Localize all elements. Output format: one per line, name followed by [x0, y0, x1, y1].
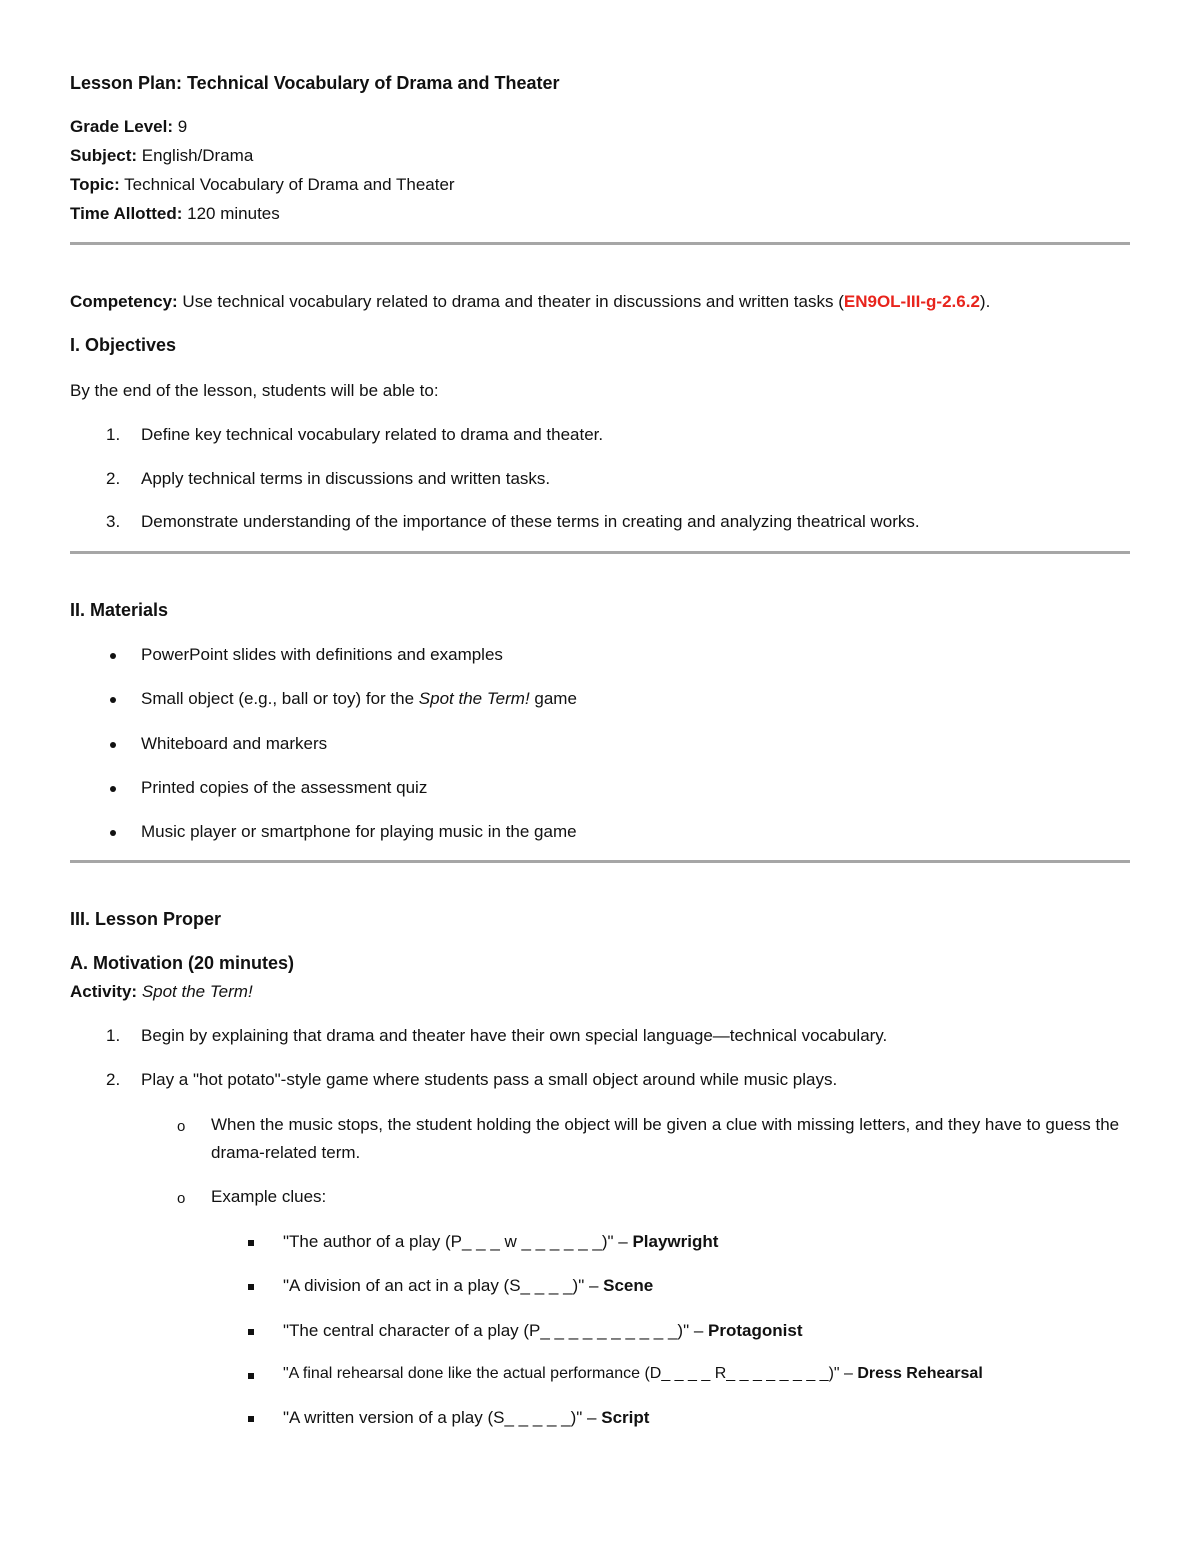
list-number: 1. — [106, 425, 121, 444]
bullet-icon — [110, 697, 116, 703]
motivation-heading: A. Motivation (20 minutes) — [70, 953, 295, 973]
bullet-icon — [110, 742, 116, 748]
list-number: 2. — [106, 469, 121, 488]
materials-heading: II. Materials — [70, 600, 169, 620]
clue-item: "A division of an act in a play (S_ _ _ _)" – Scene — [283, 1276, 654, 1295]
step-item: Play a "hot potato"-style game where students pass a small object around while music plays. — [141, 1070, 838, 1089]
list-number: 2. — [106, 1070, 121, 1089]
divider — [70, 242, 1130, 245]
bullet-icon — [110, 830, 116, 836]
clue-item: "The author of a play (P_ _ _ w _ _ _ _ _ _)" – Playwright — [283, 1232, 719, 1251]
meta-grade: Grade Level: 9 — [70, 117, 188, 136]
objective-item: Apply technical terms in discussions and written tasks. — [141, 469, 551, 488]
square-bullet-icon — [248, 1240, 254, 1246]
competency-code: EN9OL-III-g-2.6.2 — [843, 292, 980, 311]
circle-bullet-icon: o — [177, 1118, 186, 1135]
square-bullet-icon — [248, 1373, 254, 1379]
objective-item: Demonstrate understanding of the importance of these terms in creating and analyzing theatrical works. — [141, 512, 920, 531]
sub-item: Example clues: — [211, 1187, 327, 1206]
list-number: 1. — [106, 1026, 121, 1045]
bullet-icon — [110, 653, 116, 659]
objective-item: Define key technical vocabulary related to drama and theater. — [141, 425, 604, 444]
step-item: Begin by explaining that drama and theater have their own special language—technical vocabulary. — [141, 1026, 888, 1045]
meta-topic: Topic: Technical Vocabulary of Drama and Theater — [70, 175, 455, 194]
square-bullet-icon — [248, 1329, 254, 1335]
clue-item: "A written version of a play (S_ _ _ _ _)" – Script — [283, 1408, 650, 1427]
meta-time: Time Allotted: 120 minutes — [70, 204, 280, 223]
lesson-heading: III. Lesson Proper — [70, 909, 222, 929]
material-item: PowerPoint slides with definitions and examples — [141, 645, 503, 664]
activity-line: Activity: Spot the Term! — [70, 982, 253, 1001]
material-item: Printed copies of the assessment quiz — [141, 778, 428, 797]
objectives-heading: I. Objectives — [70, 335, 177, 355]
bullet-icon — [110, 786, 116, 792]
sub-item: When the music stops, the student holding the object will be given a clue with missing letters, and they have to guess the drama-related term. — [211, 1115, 1120, 1162]
meta-subject: Subject: English/Drama — [70, 146, 254, 165]
circle-bullet-icon: o — [177, 1190, 186, 1207]
divider — [70, 860, 1130, 863]
document-page — [70, 0, 1130, 1553]
square-bullet-icon — [248, 1416, 254, 1422]
material-item: Music player or smartphone for playing music in the game — [141, 822, 577, 841]
square-bullet-icon — [248, 1284, 254, 1290]
list-number: 3. — [106, 512, 121, 531]
divider — [70, 551, 1130, 554]
document-title: Lesson Plan: Technical Vocabulary of Drama and Theater — [70, 73, 560, 93]
material-item: Whiteboard and markers — [141, 734, 328, 753]
objectives-intro: By the end of the lesson, students will be able to: — [70, 381, 439, 400]
competency: Competency: Use technical vocabulary related to drama and theater in discussions and written tasks (EN9OL-III-g-2.6.2). — [70, 292, 991, 311]
clue-item: "The central character of a play (P_ _ _ _ _ _ _ _ _ _)" – Protagonist — [283, 1321, 803, 1340]
material-item: Small object (e.g., ball or toy) for the Spot the Term! game — [141, 689, 577, 708]
clue-item: "A final rehearsal done like the actual performance (D_ _ _ _ R_ _ _ _ _ _ _ _)" – Dress Rehearsal — [283, 1365, 983, 1382]
